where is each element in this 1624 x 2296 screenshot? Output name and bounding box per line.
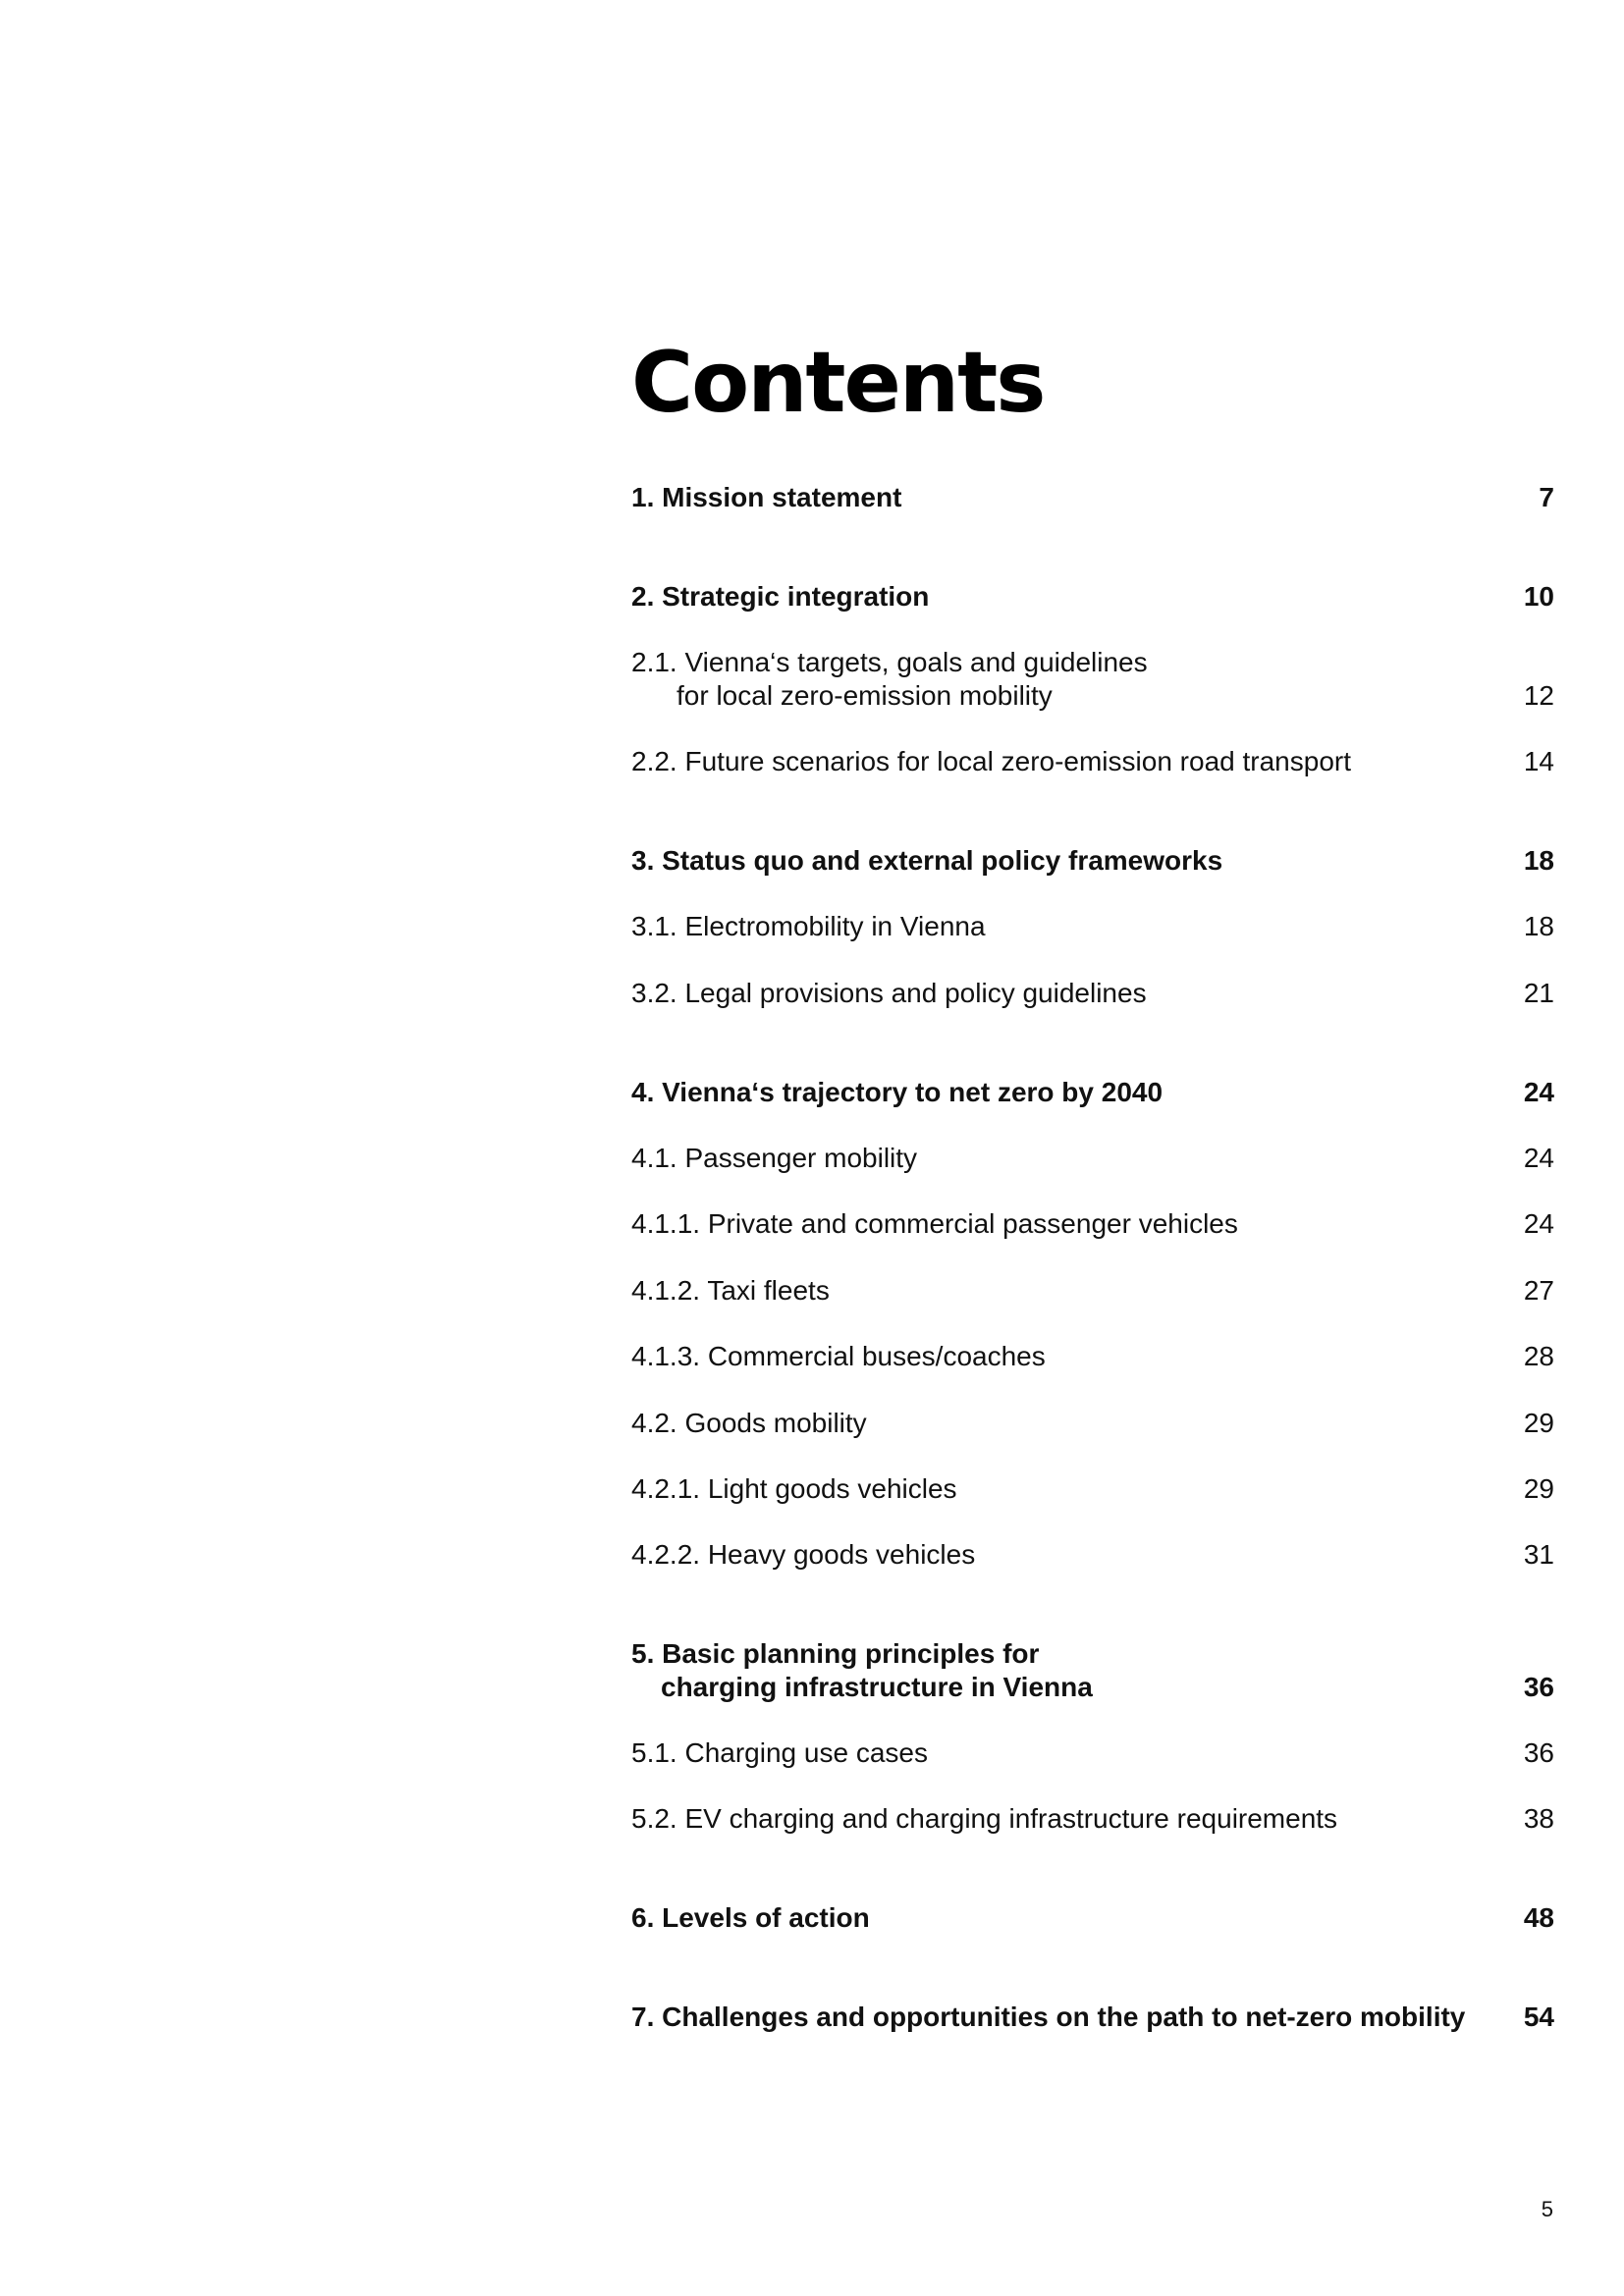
toc-entry-page: 31 xyxy=(1523,1539,1554,1570)
toc-entry-5[interactable] xyxy=(631,1637,1554,1704)
page-number: 5 xyxy=(1541,2197,1553,2221)
toc-entry-page: 10 xyxy=(1523,581,1554,612)
toc-entry-5-1[interactable] xyxy=(631,1736,1554,1770)
toc-entry-page: 24 xyxy=(1523,1208,1554,1239)
toc-entry-title: 2.1. Vienna‘s targets, goals and guidelines for local zero-emission mobility xyxy=(631,647,1148,711)
toc-entry-title: 4. Vienna‘s trajectory to net zero by 2040 xyxy=(631,1077,1164,1107)
toc-entry-3-1[interactable] xyxy=(631,910,1554,943)
toc-entry-4-2-1[interactable] xyxy=(631,1472,1554,1506)
toc-entry-page: 18 xyxy=(1523,845,1554,876)
toc-entry-page: 21 xyxy=(1523,978,1554,1008)
toc-entry-2-2[interactable] xyxy=(631,745,1554,778)
table-of-contents xyxy=(631,0,1554,2296)
toc-entry-4-1[interactable] xyxy=(631,1142,1554,1175)
toc-entry-title: 4.1.1. Private and commercial passenger vehicles xyxy=(631,1208,1238,1239)
toc-entry-title: 4.2.2. Heavy goods vehicles xyxy=(631,1539,976,1570)
page-title: Contents xyxy=(631,334,1045,432)
toc-entry-title: 2. Strategic integration xyxy=(631,581,930,612)
toc-entry-2[interactable] xyxy=(631,580,1554,614)
toc-entry-5-2[interactable] xyxy=(631,1802,1554,1836)
toc-entry-1[interactable] xyxy=(631,481,1554,514)
toc-entry-title: 3. Status quo and external policy frameworks xyxy=(631,845,1223,876)
toc-entry-title: 3.2. Legal provisions and policy guidelines xyxy=(631,978,1147,1008)
toc-entry-title: 1. Mission statement xyxy=(631,482,902,512)
toc-entry-page: 24 xyxy=(1523,1143,1554,1173)
toc-entry-title: 5.1. Charging use cases xyxy=(631,1737,928,1768)
toc-entry-title: 4.1.3. Commercial buses/coaches xyxy=(631,1341,1046,1371)
toc-entry-3-2[interactable] xyxy=(631,977,1554,1010)
toc-entry-page: 24 xyxy=(1523,1077,1554,1107)
toc-entry-page: 28 xyxy=(1523,1341,1554,1371)
toc-entry-4-2-2[interactable] xyxy=(631,1538,1554,1572)
toc-entry-page: 27 xyxy=(1523,1275,1554,1306)
toc-entry-page: 36 xyxy=(1523,1672,1554,1702)
toc-entry-7[interactable] xyxy=(631,2001,1554,2034)
toc-entry-6[interactable] xyxy=(631,1901,1554,1935)
toc-entry-page: 38 xyxy=(1523,1803,1554,1834)
toc-entry-page: 12 xyxy=(1523,680,1554,711)
toc-entry-4-1-2[interactable] xyxy=(631,1274,1554,1308)
toc-entry-title: 2.2. Future scenarios for local zero-emission road transport xyxy=(631,746,1351,776)
toc-entry-page: 14 xyxy=(1523,746,1554,776)
toc-entry-page: 29 xyxy=(1523,1408,1554,1438)
toc-entry-2-1[interactable] xyxy=(631,646,1554,713)
toc-entry-page: 36 xyxy=(1523,1737,1554,1768)
toc-entry-4-1-1[interactable] xyxy=(631,1207,1554,1241)
toc-entry-4[interactable] xyxy=(631,1076,1554,1109)
toc-entry-3[interactable] xyxy=(631,844,1554,878)
toc-entry-title: 4.2.1. Light goods vehicles xyxy=(631,1473,957,1504)
toc-entry-page: 7 xyxy=(1539,482,1554,512)
toc-entry-page: 54 xyxy=(1523,2002,1554,2032)
toc-entry-title: 4.2. Goods mobility xyxy=(631,1408,867,1438)
toc-entry-title: 5. Basic planning principles for charging infrastructure in Vienna xyxy=(631,1638,1093,1702)
toc-entry-page: 18 xyxy=(1523,911,1554,941)
toc-entry-title: 5.2. EV charging and charging infrastructure requirements xyxy=(631,1803,1338,1834)
toc-entry-4-1-3[interactable] xyxy=(631,1340,1554,1373)
toc-entry-title: 3.1. Electromobility in Vienna xyxy=(631,911,986,941)
toc-entry-title: 6. Levels of action xyxy=(631,1902,870,1933)
toc-entry-4-2[interactable] xyxy=(631,1407,1554,1440)
toc-entry-title: 7. Challenges and opportunities on the path to net-zero mobility xyxy=(631,2002,1466,2032)
toc-entry-title: 4.1.2. Taxi fleets xyxy=(631,1275,830,1306)
toc-entry-title: 4.1. Passenger mobility xyxy=(631,1143,918,1173)
toc-entry-page: 29 xyxy=(1523,1473,1554,1504)
toc-entry-page: 48 xyxy=(1523,1902,1554,1933)
